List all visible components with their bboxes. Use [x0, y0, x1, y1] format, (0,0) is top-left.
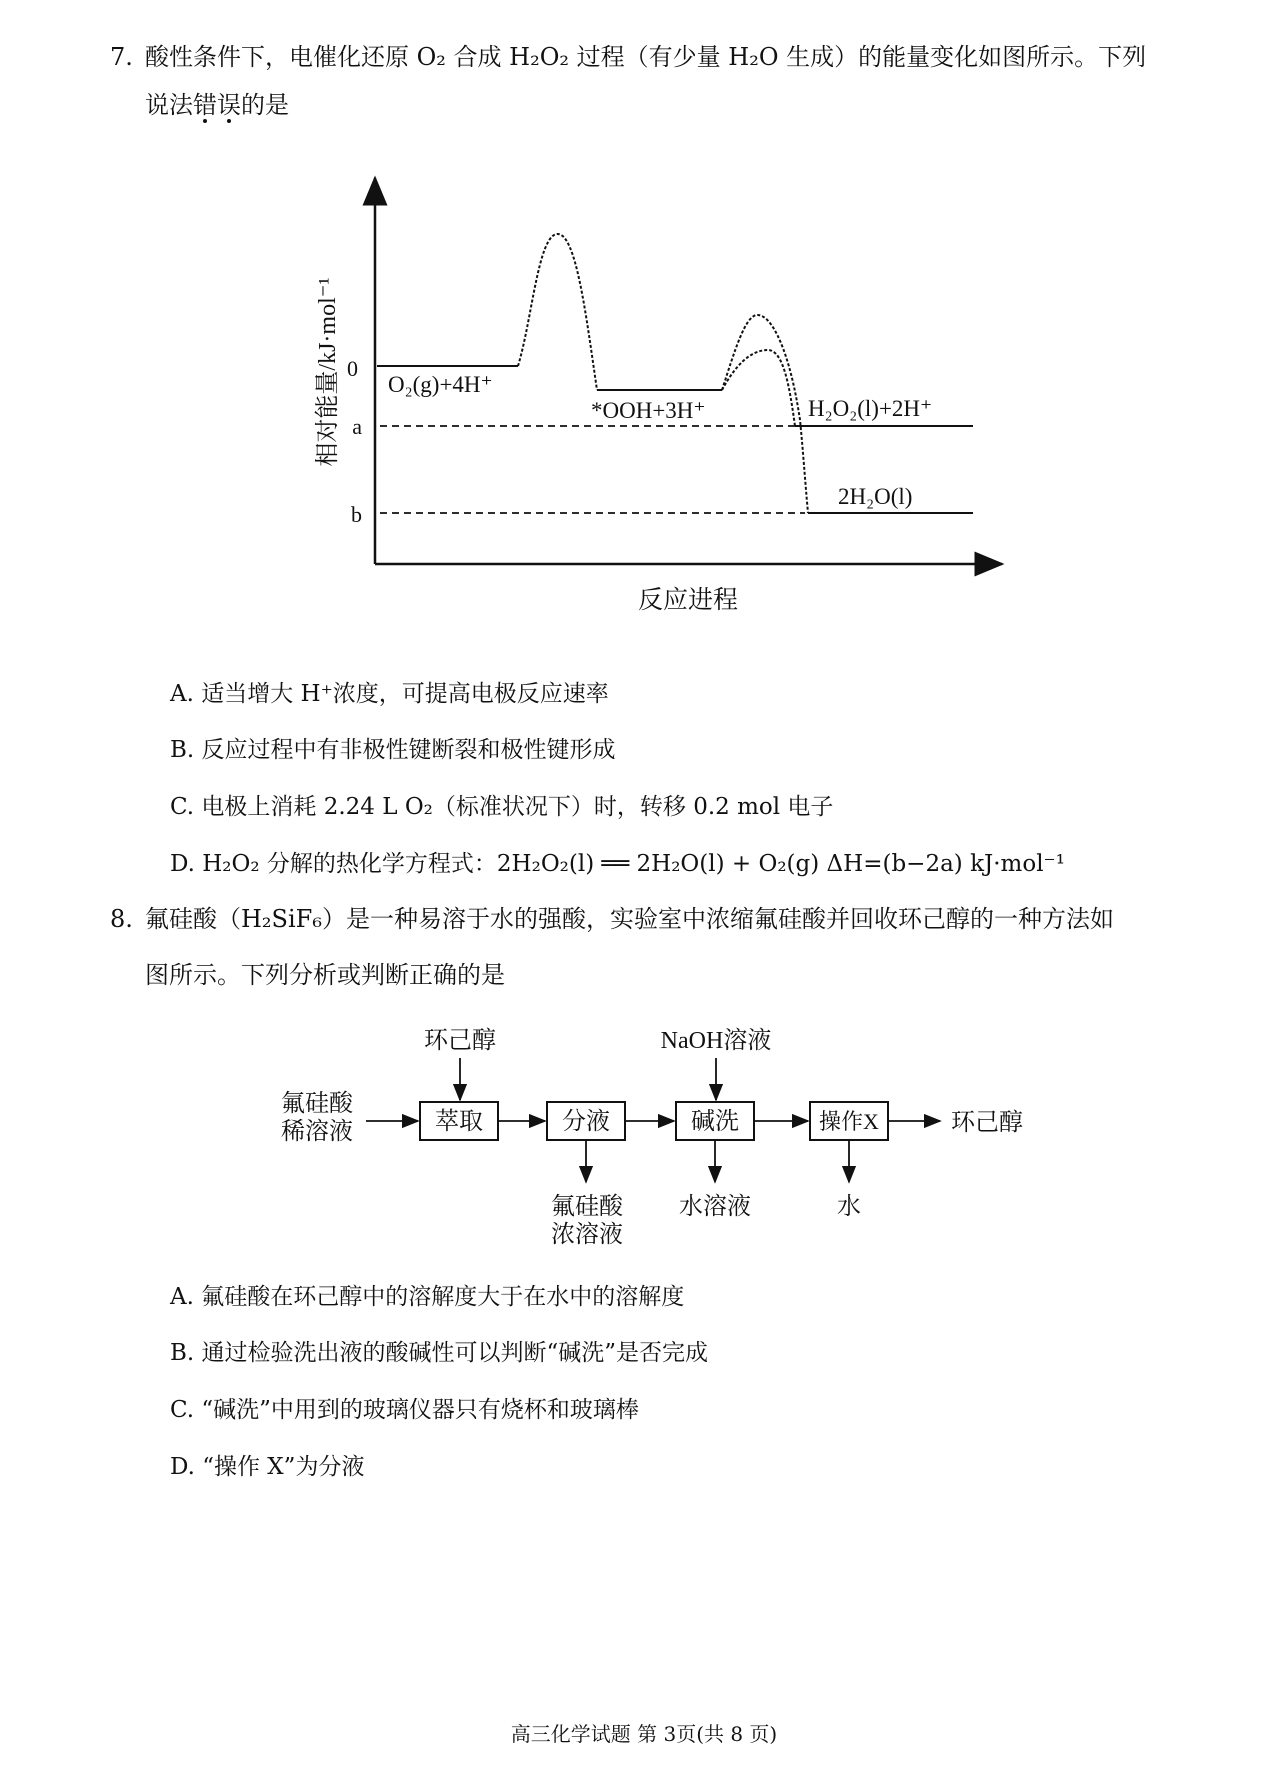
- flow-reagent-2: NaOH溶液: [660, 1028, 772, 1054]
- flow-step-2: 分液: [562, 1109, 610, 1135]
- y-axis-label: 相对能量/kJ·mol⁻¹: [315, 277, 341, 467]
- tick-a: a: [352, 414, 362, 439]
- page-footer: 高三化学试题 第 3页(共 8 页): [510, 1722, 778, 1746]
- flow-diagram: [0, 1010, 1288, 1260]
- q7-stem-prefix: 说法: [145, 91, 193, 119]
- q8-number: 8.: [110, 905, 133, 933]
- q8-stem-line2: 图所示。下列分析或判断正确的是: [145, 961, 505, 989]
- q7-option-d: D. H₂O₂ 分解的热化学方程式：2H₂O₂(l) ══ 2H₂O(l) + O₂(g) ΔH=(b−2a) kJ·mol⁻¹: [170, 851, 1065, 877]
- q8-option-b: B. 通过检验洗出液的酸碱性可以判断“碱洗”是否完成: [170, 1340, 709, 1366]
- flow-out4: 水: [837, 1194, 861, 1220]
- q7-number: 7.: [110, 43, 133, 71]
- q8-option-c: C. “碱洗”中用到的玻璃仪器只有烧杯和玻璃棒: [170, 1397, 639, 1423]
- tick-b: b: [351, 502, 362, 527]
- flow-input-line1: 氟硅酸: [281, 1091, 353, 1117]
- state-initial-label: O₂(g)+4H⁺: [388, 372, 493, 397]
- flow-out2-line1: 氟硅酸: [551, 1194, 623, 1220]
- q7-emph-cuo: 错: [193, 91, 217, 119]
- barrier-2-h2o2: [722, 350, 795, 426]
- q8-option-d: D. “操作 X”为分液: [170, 1454, 365, 1480]
- state-intermediate-label: *OOH+3H⁺: [591, 398, 706, 423]
- q8-option-a: A. 氟硅酸在环己醇中的溶解度大于在水中的溶解度: [170, 1284, 685, 1310]
- barrier-1: [518, 234, 597, 390]
- flow-step-1: 萃取: [435, 1109, 483, 1135]
- state-h2o2-label: H₂O₂(l)+2H⁺: [808, 396, 933, 421]
- flow-out2-line2: 浓溶液: [551, 1222, 623, 1248]
- q7-option-c: C. 电极上消耗 2.24 L O₂（标准状况下）时，转移 0.2 mol 电子: [170, 794, 834, 820]
- flow-output: 环己醇: [951, 1110, 1023, 1136]
- q7-emph-wu: 误: [217, 91, 241, 119]
- flow-input-line2: 稀溶液: [281, 1119, 353, 1145]
- q8-stem-line1: 氟硅酸（H₂SiF₆）是一种易溶于水的强酸，实验室中浓缩氟硅酸并回收环己醇的一种方法如: [145, 905, 1114, 933]
- flow-step-4: 操作X: [819, 1109, 879, 1134]
- q7-option-b: B. 反应过程中有非极性键断裂和极性键形成: [170, 737, 616, 763]
- flow-step-3: 碱洗: [691, 1109, 739, 1135]
- x-axis-label: 反应进程: [637, 585, 739, 614]
- energy-diagram: [0, 0, 1288, 640]
- tick-0: 0: [347, 356, 358, 381]
- flow-out3: 水溶液: [679, 1194, 751, 1220]
- flow-reagent-1: 环己醇: [424, 1028, 496, 1054]
- q7-option-a: A. 适当增大 H⁺浓度，可提高电极反应速率: [170, 681, 609, 707]
- state-h2o-label: 2H₂O(l): [838, 484, 913, 509]
- q7-stem-line1: 酸性条件下，电催化还原 O₂ 合成 H₂O₂ 过程（有少量 H₂O 生成）的能量变化如图所示。下列: [145, 43, 1147, 71]
- q7-stem-suffix: 的是: [241, 91, 289, 119]
- barrier-2-h2o: [722, 315, 808, 513]
